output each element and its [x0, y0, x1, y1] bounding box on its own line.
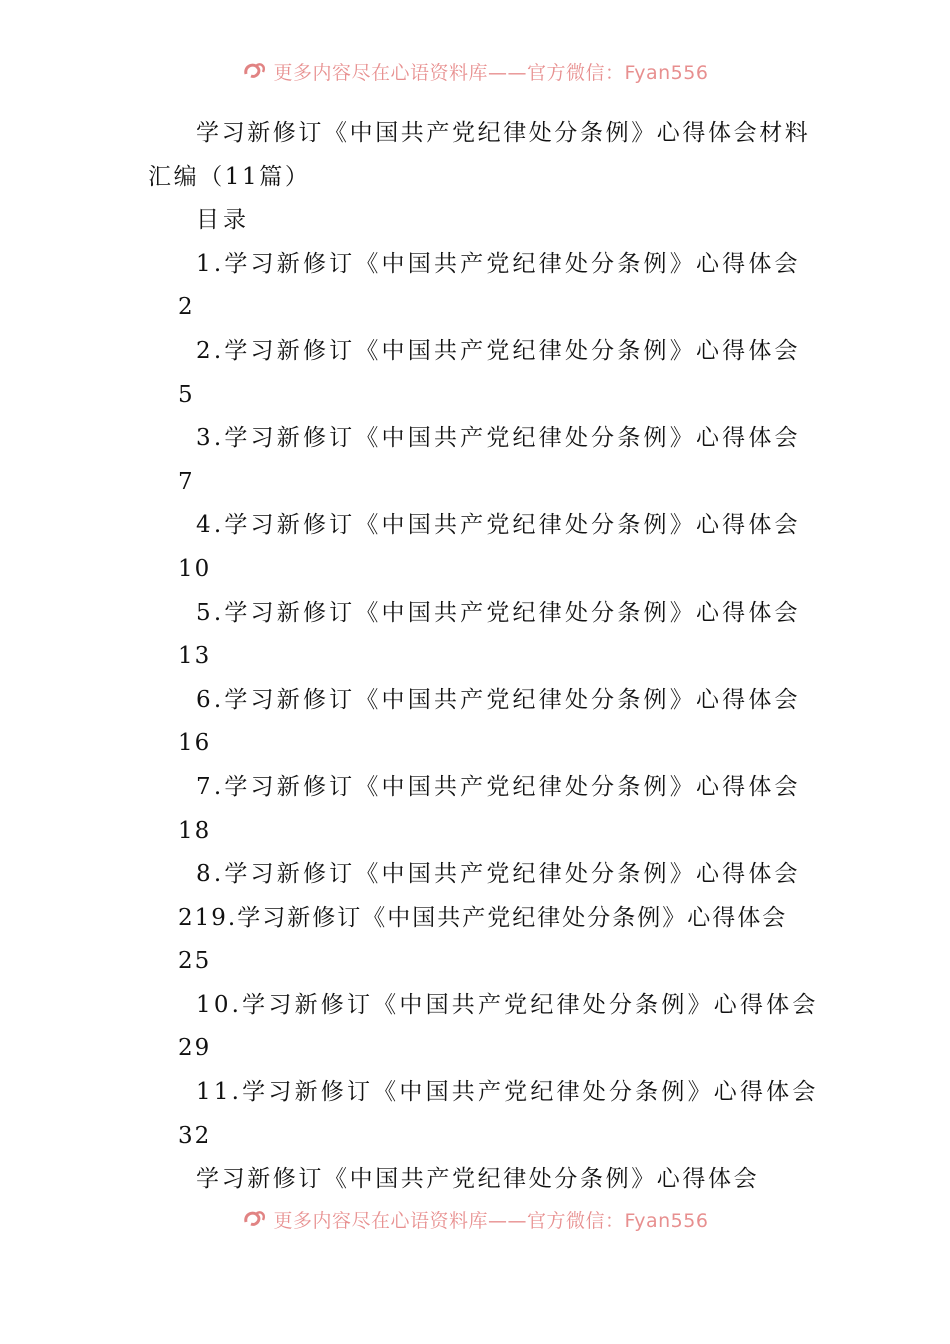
- toc-page-7: 18: [178, 817, 212, 844]
- watermark-bottom: [0, 1206, 950, 1235]
- logo-icon: [242, 1208, 268, 1235]
- watermark-top: [0, 58, 950, 87]
- toc-item-8: 8.学习新修订《中国共产党纪律处分条例》心得体会: [196, 861, 801, 888]
- toc-item-5: 5.学习新修订《中国共产党纪律处分条例》心得体会: [196, 599, 801, 626]
- toc-page-4: 10: [178, 555, 212, 582]
- document-body: [148, 112, 819, 1202]
- toc-page-10: 29: [178, 1035, 212, 1062]
- toc-item-3: 3.学习新修订《中国共产党纪律处分条例》心得体会: [196, 425, 801, 452]
- toc-item-9-joined: 219.学习新修订《中国共产党纪律处分条例》心得体会: [178, 904, 788, 931]
- toc-item-1: 1.学习新修订《中国共产党纪律处分条例》心得体会: [196, 250, 801, 277]
- toc-page-9: 25: [178, 948, 212, 975]
- watermark-text: 更多内容尽在心语资料库——官方微信：Fyan556: [273, 62, 709, 84]
- toc-page-11: 32: [178, 1122, 212, 1149]
- toc-page-2: 5: [178, 381, 195, 408]
- toc-item-6: 6.学习新修订《中国共产党纪律处分条例》心得体会: [196, 686, 801, 713]
- toc-page-6: 16: [178, 730, 212, 757]
- watermark-text: 更多内容尽在心语资料库——官方微信：Fyan556: [273, 1210, 709, 1232]
- section-heading: 学习新修订《中国共产党纪律处分条例》心得体会: [196, 1166, 760, 1193]
- toc-item-10: 10.学习新修订《中国共产党纪律处分条例》心得体会: [196, 991, 819, 1018]
- toc-item-4: 4.学习新修订《中国共产党纪律处分条例》心得体会: [196, 512, 801, 539]
- toc-page-5: 13: [178, 643, 212, 670]
- toc-page-3: 7: [178, 468, 195, 495]
- toc-item-7: 7.学习新修订《中国共产党纪律处分条例》心得体会: [196, 773, 801, 800]
- toc-page-1: 2: [178, 294, 195, 321]
- doc-title-line-1: 学习新修订《中国共产党纪律处分条例》心得体会材料: [196, 120, 811, 146]
- toc-heading: 目录: [196, 207, 250, 234]
- toc-item-2: 2.学习新修订《中国共产党纪律处分条例》心得体会: [196, 337, 801, 364]
- toc-item-11: 11.学习新修订《中国共产党纪律处分条例》心得体会: [196, 1079, 819, 1106]
- doc-title-line-2: 汇编（11篇）: [148, 163, 311, 190]
- logo-icon: [242, 60, 268, 87]
